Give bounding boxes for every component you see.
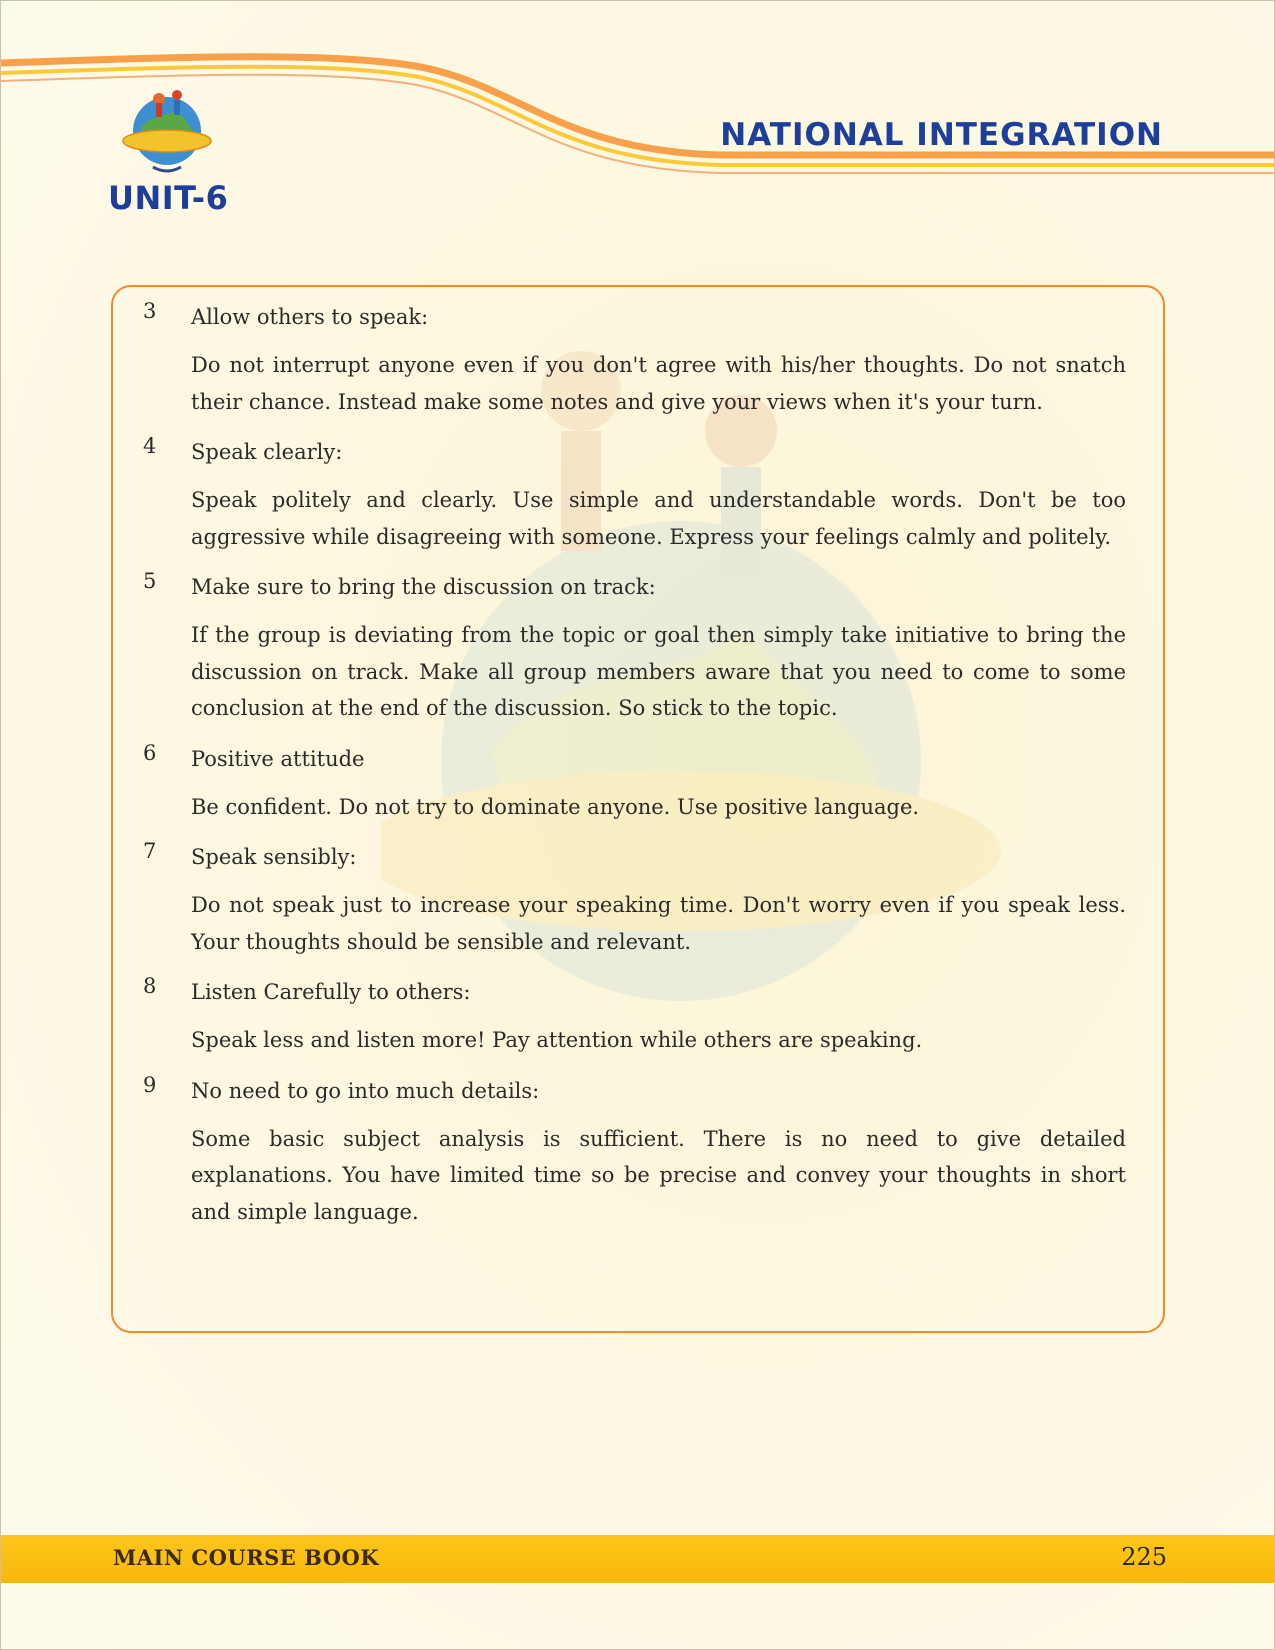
- item-heading: Listen Carefully to others:: [191, 980, 471, 1004]
- item-body: Speak politely and clearly. Use simple and understandable words. Don't be too aggressive while disagreeing with someone. Express your feelings calmly and politely.: [191, 488, 1126, 549]
- item-number: 4: [143, 434, 157, 458]
- item-number: 9: [143, 1072, 157, 1097]
- item-number: 6: [143, 740, 157, 765]
- item-body: Do not interrupt anyone even if you don't agree with his/her thoughts. Do not snatch their chance. Instead make some notes and give your views when it's your turn.: [191, 353, 1126, 414]
- item-number: 3: [143, 299, 157, 323]
- page-title: NATIONAL INTEGRATION: [720, 117, 1163, 153]
- item-number: 7: [143, 839, 157, 863]
- list-item: [141, 1073, 1126, 1231]
- item-heading: Positive attitude: [191, 746, 365, 771]
- item-body: Speak less and listen more! Pay attention while others are speaking.: [191, 1028, 923, 1052]
- item-body: Do not speak just to increase your speaking time. Don't worry even if you speak less. Your thoughts should be sensible and relevant.: [191, 893, 1126, 954]
- item-body: Be confident. Do not try to dominate anyone. Use positive language.: [191, 794, 920, 819]
- item-heading: Make sure to bring the discussion on track:: [191, 575, 656, 599]
- item-heading: Speak clearly:: [191, 440, 343, 464]
- item-heading: No need to go into much details:: [191, 1078, 540, 1103]
- item-number: 5: [143, 569, 157, 593]
- list-item: [141, 434, 1126, 555]
- tips-list: [141, 299, 1126, 1244]
- footer-book-title: MAIN COURSE BOOK: [113, 1545, 380, 1570]
- item-number: 8: [143, 974, 157, 998]
- item-body: Some basic subject analysis is sufficient. There is no need to give detailed explanations. You have limited time so be precise and convey your thoughts in short and simple language.: [191, 1126, 1126, 1224]
- item-heading: Allow others to speak:: [191, 305, 429, 329]
- item-body: If the group is deviating from the topic or goal then simply take initiative to bring the discussion on track. Make all group members aware that you need to come to some conclusion at the end of the discussion. So stick to the topic.: [191, 623, 1126, 720]
- list-item: [141, 974, 1126, 1059]
- cbse-logo: [119, 83, 215, 179]
- list-item: [141, 741, 1126, 826]
- unit-label: UNIT-6: [108, 179, 229, 217]
- list-item: [141, 569, 1126, 727]
- item-heading: Speak sensibly:: [191, 845, 357, 869]
- page-number: 225: [1121, 1543, 1167, 1571]
- list-item: [141, 839, 1126, 960]
- list-item: [141, 299, 1126, 420]
